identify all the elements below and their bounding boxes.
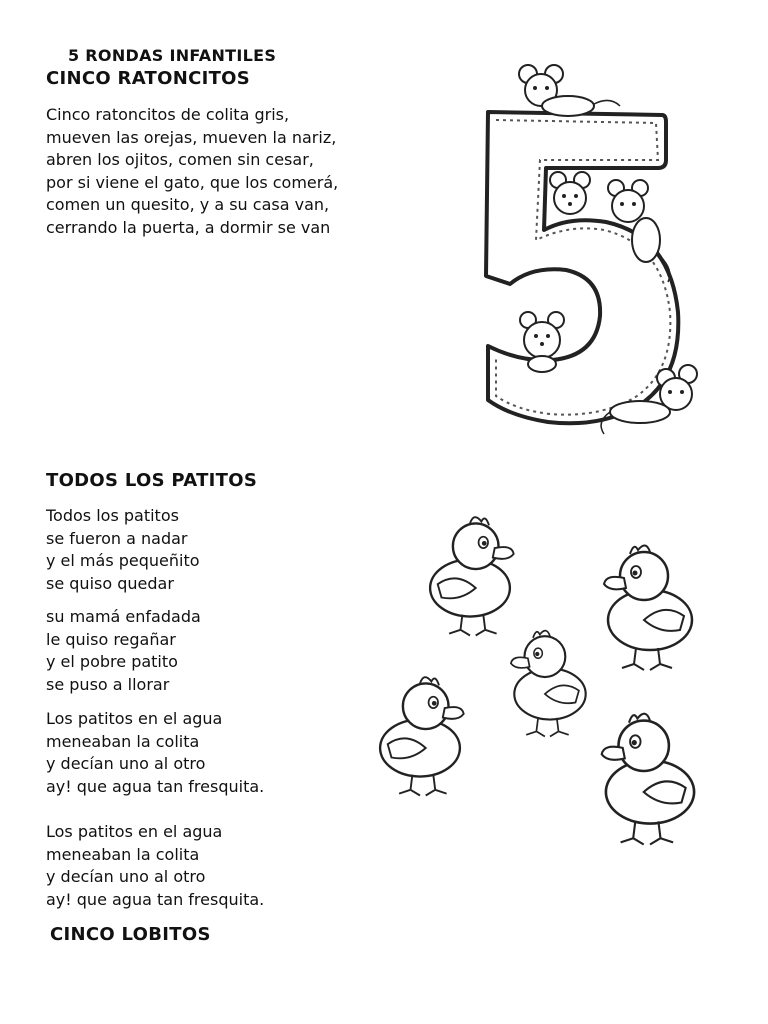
duckling-icon — [604, 545, 692, 670]
duckling-icon — [602, 714, 694, 845]
verse-line: Los patitos en el agua — [46, 709, 223, 728]
verse-line: se fueron a nadar — [46, 528, 188, 548]
verse-line: Los patitos en el agua — [46, 822, 223, 841]
song-title-cinco-lobitos: CINCO LOBITOS — [50, 924, 211, 945]
verse-line: meneaban la colita — [46, 731, 200, 751]
verse-line: meneaban la colita — [46, 844, 200, 864]
stanza — [46, 821, 264, 911]
verse-line: ay! que agua tan fresquita. — [46, 776, 265, 796]
verse-line: Cinco ratoncitos de colita gris, — [46, 105, 290, 124]
verse-line: su mamá enfadada — [46, 607, 201, 626]
duckling-icon — [380, 677, 464, 795]
verse-line: por si viene el gato, que los comerá, — [46, 172, 339, 192]
stanza — [46, 606, 201, 696]
document-title: 5 RONDAS INFANTILES — [68, 46, 277, 65]
verse-line: cerrando la puerta, a dormir se van — [46, 217, 331, 237]
verse-line: Todos los patitos — [46, 506, 179, 525]
verse-line: ay! que agua tan fresquita. — [46, 889, 265, 909]
song-title-cinco-ratoncitos: CINCO RATONCITOS — [46, 68, 251, 89]
song-title-todos-los-patitos: TODOS LOS PATITOS — [46, 470, 258, 491]
verse-line: se quiso quedar — [46, 573, 174, 593]
verse-line: abren los ojitos, comen sin cesar, — [46, 150, 314, 169]
stanza — [46, 708, 264, 798]
verse-line: y el más pequeñito — [46, 551, 200, 570]
stanza — [46, 505, 200, 595]
mouse-icon — [519, 65, 620, 116]
ducklings-illustration — [360, 500, 720, 880]
duckling-icon — [511, 631, 586, 737]
mouse-icon — [550, 172, 590, 214]
verse-line: se puso a llorar — [46, 674, 170, 694]
verse-line: comen un quesito, y a su casa van, — [46, 195, 330, 214]
verse-line: y decían uno al otro — [46, 754, 206, 773]
duckling-icon — [430, 517, 514, 635]
verse-line: le quiso regañar — [46, 629, 176, 649]
stanza — [46, 104, 338, 239]
verse-line: y el pobre patito — [46, 652, 178, 671]
verse-line: y decían uno al otro — [46, 867, 206, 886]
number-five-with-mice-illustration — [470, 60, 720, 445]
verse-line: mueven las orejas, mueven la nariz, — [46, 127, 337, 147]
